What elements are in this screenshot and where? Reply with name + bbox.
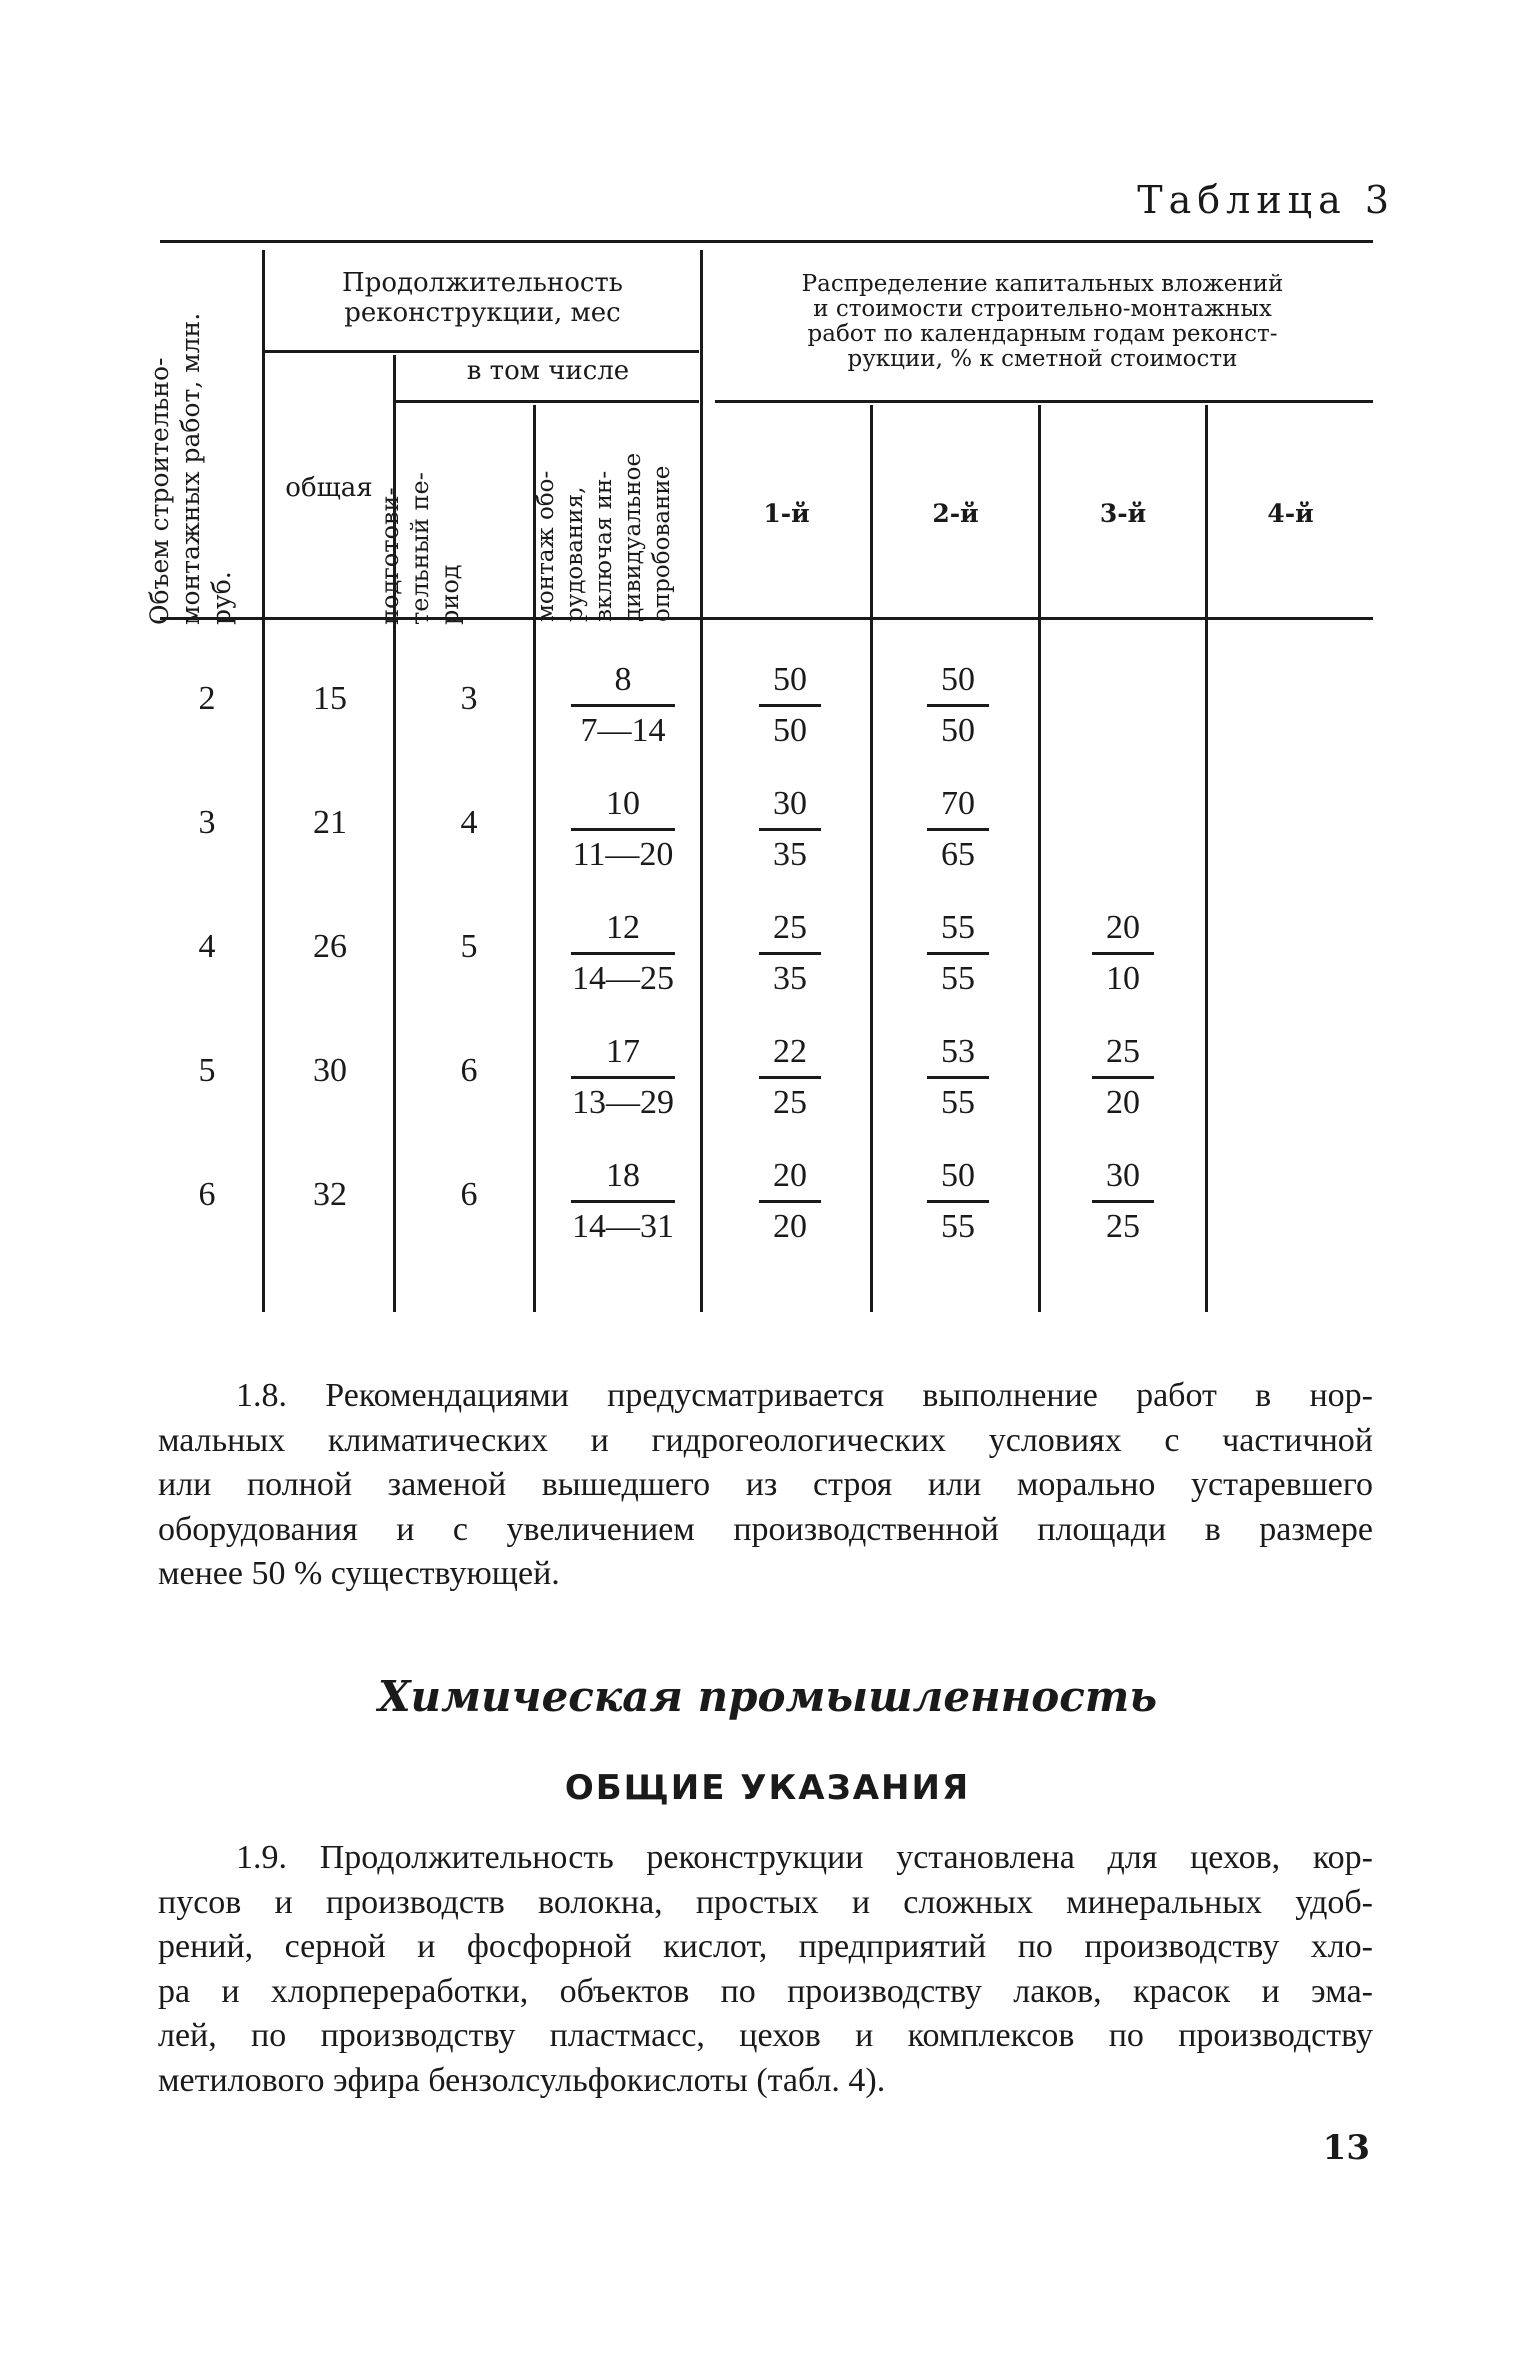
header-year-2: 2-й — [932, 499, 979, 528]
cell-prep: 6 — [460, 1052, 478, 1089]
cell-year3-denominator: 10 — [1106, 960, 1140, 997]
table-caption: Таблица 3 — [1137, 178, 1395, 222]
header-including: в том числе — [466, 356, 630, 386]
page-number: 13 — [1322, 2128, 1370, 2168]
cell-year1-denominator: 20 — [773, 1208, 807, 1245]
table-top-rule — [160, 240, 1373, 243]
cell-year2 — [893, 1152, 1023, 1251]
header-year-4: 4-й — [1267, 499, 1314, 528]
cell-year1-denominator: 35 — [773, 960, 807, 997]
cell-year2-numerator: 70 — [941, 785, 975, 822]
cell-volume: 2 — [198, 680, 216, 717]
cell-year1-denominator: 50 — [773, 712, 807, 749]
cell-year2-denominator: 55 — [941, 960, 975, 997]
cell-year2 — [893, 904, 1023, 1003]
cell-total: 21 — [313, 804, 347, 841]
header-duration-group: Продолжительность реконструкции, мес — [342, 268, 623, 328]
cell-year1 — [725, 780, 855, 879]
header-distribution-group: Распределение капитальных вложений и стоимости строительно-монтажных работ по календарным годам реконст- рукции, % к сметной стоимости — [801, 271, 1284, 372]
cell-install — [548, 656, 698, 755]
cell-total: 32 — [313, 1176, 347, 1213]
cell-year3 — [1058, 1152, 1188, 1251]
cell-install-denominator: 11—20 — [572, 836, 674, 873]
cell-install-numerator: 8 — [614, 661, 632, 698]
cell-prep: 6 — [460, 1176, 478, 1213]
cell-year1 — [725, 1152, 855, 1251]
cell-install-denominator: 14—31 — [572, 1208, 674, 1245]
cell-install — [548, 1152, 698, 1251]
col-divider-4 — [700, 250, 703, 1312]
cell-year1 — [725, 904, 855, 1003]
table-header-rule — [160, 617, 1373, 620]
col-divider-6 — [1038, 405, 1041, 1312]
cell-volume: 3 — [198, 804, 216, 841]
cell-install-denominator: 7—14 — [580, 712, 666, 749]
cell-install-numerator: 18 — [606, 1157, 640, 1194]
cell-install — [548, 780, 698, 879]
cell-year2 — [893, 780, 1023, 879]
cell-prep: 4 — [460, 804, 478, 841]
header-total: общая — [285, 473, 373, 503]
cell-year2 — [893, 1028, 1023, 1127]
cell-total: 15 — [313, 680, 347, 717]
cell-install — [548, 904, 698, 1003]
duration-group-rule — [262, 350, 699, 353]
cell-year2-numerator: 50 — [941, 1157, 975, 1194]
cell-year2-numerator: 53 — [941, 1033, 975, 1070]
col-divider-1 — [262, 250, 265, 1312]
cell-year3-denominator: 20 — [1106, 1084, 1140, 1121]
cell-volume: 5 — [198, 1052, 216, 1089]
cell-total: 26 — [313, 928, 347, 965]
paragraph-1-9: 1.9. Продолжительность реконструкции установлена для цехов, кор- пусов и производств волокна, простых и сложных минеральных удоб- рений, серной и фосфорной кислот, предприятий по производству хло- ра и хлорпереработки, объектов по производству лаков, красок и эма- лей, по производству пластмасс, цехов и комплексов по производству метилового эфира бензолсульфокислоты (табл. 4). — [158, 1839, 1373, 2099]
header-install: монтаж обо- рудования, включая ин- дивидуальное опробование — [533, 452, 675, 622]
distribution-group-rule — [715, 400, 1373, 403]
cell-year2-numerator: 55 — [941, 909, 975, 946]
cell-install-numerator: 17 — [606, 1033, 640, 1070]
header-prep: подготови- тельный пе- риод — [376, 472, 464, 625]
cell-year2 — [893, 656, 1023, 755]
cell-prep: 5 — [460, 928, 478, 965]
cell-install-denominator: 13—29 — [572, 1084, 674, 1121]
cell-year3-numerator: 20 — [1106, 909, 1140, 946]
cell-total: 30 — [313, 1052, 347, 1089]
cell-year2-denominator: 55 — [941, 1208, 975, 1245]
cell-install — [548, 1028, 698, 1127]
cell-year2-denominator: 65 — [941, 836, 975, 873]
cell-year1-denominator: 35 — [773, 836, 807, 873]
cell-volume: 6 — [198, 1176, 216, 1213]
cell-year3-denominator: 25 — [1106, 1208, 1140, 1245]
cell-install-denominator: 14—25 — [572, 960, 674, 997]
cell-year1 — [725, 656, 855, 755]
header-volume: Объем строительно- монтажных работ, млн. руб. — [145, 312, 236, 625]
cell-year1-numerator: 30 — [773, 785, 807, 822]
cell-install-numerator: 10 — [606, 785, 640, 822]
header-year-3: 3-й — [1099, 499, 1147, 528]
cell-year3 — [1058, 1028, 1188, 1127]
cell-year2-denominator: 55 — [941, 1084, 975, 1121]
paragraph-1-8: 1.8. Рекомендациями предусматривается выполнение работ в нор- мальных климатических и гидрогеологических условиях с частичной или полной заменой вышедшего из строя или морально устаревшего оборудования и с увеличением производственной площади в размере менее 50 % существующей. — [158, 1377, 1373, 1592]
section-title: Химическая промышленность — [377, 1672, 1158, 1721]
subsection-title: ОБЩИЕ УКАЗАНИЯ — [564, 1768, 971, 1808]
including-group-rule — [395, 400, 699, 403]
cell-year1-numerator: 50 — [773, 661, 807, 698]
cell-year1-denominator: 25 — [773, 1084, 807, 1121]
header-year-1: 1-й — [763, 499, 810, 528]
cell-year3-numerator: 30 — [1106, 1157, 1140, 1194]
cell-year2-numerator: 50 — [941, 661, 975, 698]
cell-year3 — [1058, 904, 1188, 1003]
col-divider-5 — [870, 405, 873, 1312]
cell-volume: 4 — [198, 928, 216, 965]
cell-year3-numerator: 25 — [1106, 1033, 1140, 1070]
cell-year1 — [725, 1028, 855, 1127]
cell-prep: 3 — [460, 680, 478, 717]
col-divider-7 — [1205, 405, 1208, 1312]
cell-year1-numerator: 22 — [773, 1033, 807, 1070]
cell-year1-numerator: 25 — [773, 909, 807, 946]
cell-install-numerator: 12 — [606, 909, 640, 946]
cell-year2-denominator: 50 — [941, 712, 975, 749]
cell-year1-numerator: 20 — [773, 1157, 807, 1194]
